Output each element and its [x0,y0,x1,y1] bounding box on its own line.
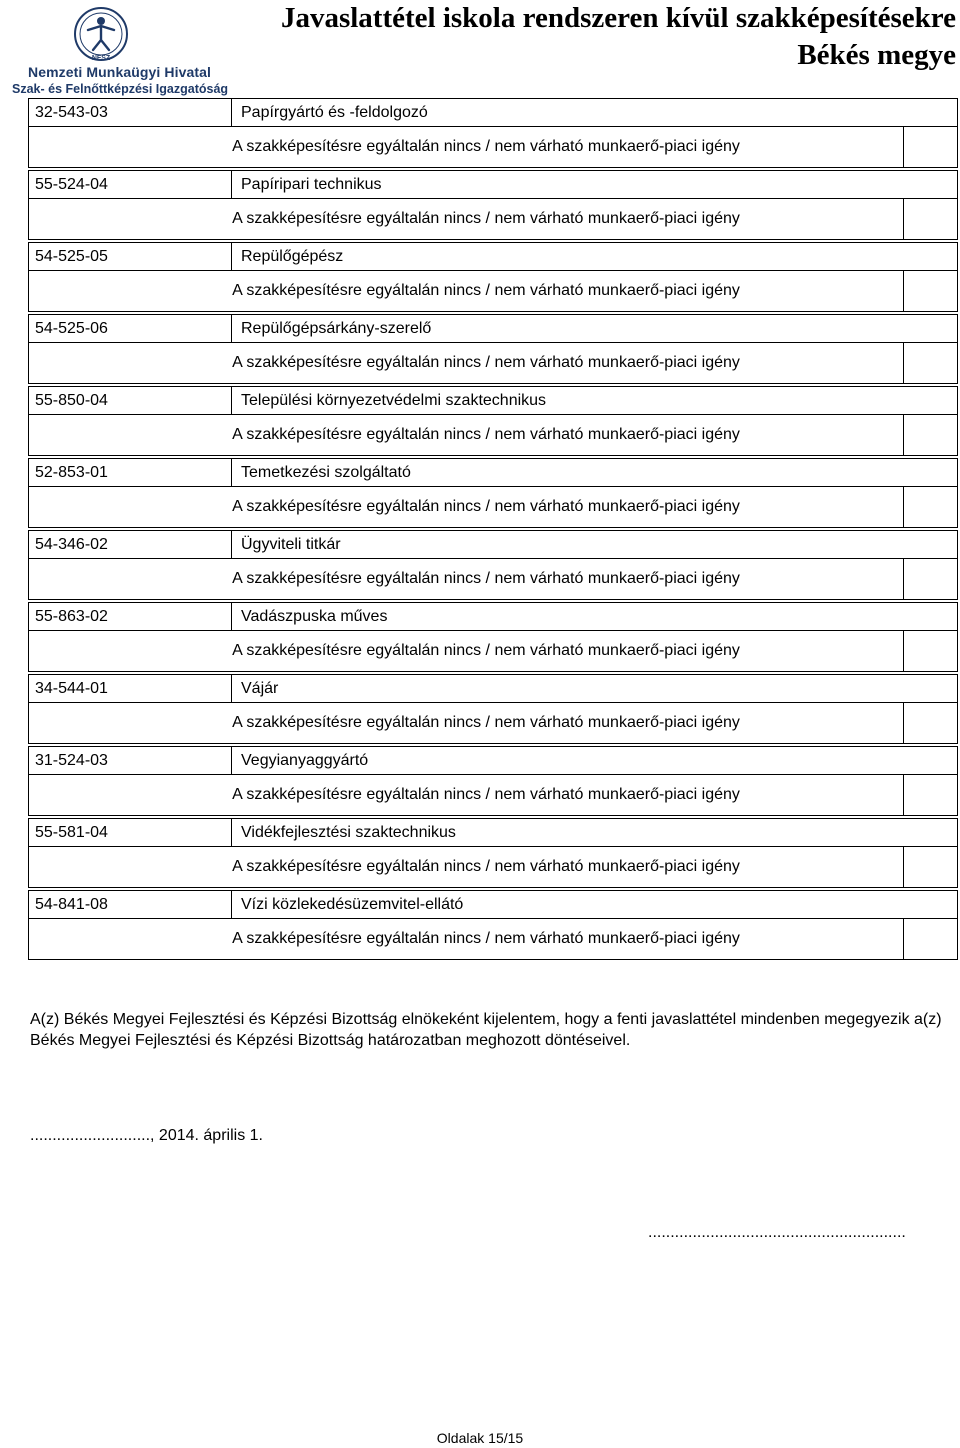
qualification-name: Ügyviteli titkár [231,530,958,559]
page-title-line2: Békés megye [797,39,956,71]
qualification-note: A szakképesítésre egyáltalán nincs / nem várható munkaerő-piaci igény [28,702,904,744]
empty-cell [903,486,958,528]
nfsz-logo [6,4,229,96]
empty-cell [903,558,958,600]
qualification-note: A szakképesítésre egyáltalán nincs / nem várható munkaerő-piaci igény [28,342,904,384]
empty-cell [903,918,958,960]
qualification-name: Repülőgépsárkány-szerelő [231,314,958,343]
date-line: ..........................., 2014. április 1. [30,1127,263,1144]
page-title [281,0,956,74]
empty-cell [903,702,958,744]
page-title-line1: Javaslattétel iskola rendszeren kívül szakképesítésekre [280,2,956,34]
empty-cell [903,270,958,312]
qualification-name: Vegyianyaggyártó [231,746,958,775]
empty-cell [903,774,958,816]
qualification-name: Települési környezetvédelmi szaktechnikus [231,386,958,415]
qualification-note: A szakképesítésre egyáltalán nincs / nem várható munkaerő-piaci igény [28,774,904,816]
declaration-text: A(z) Békés Megyei Fejlesztési és Képzési Bizottság elnökeként kijelentem, hogy a fenti javaslattétel mindenben megegyezik a(z) Békés Megyei Fejlesztési és Képzési Bizottság határozatban meghozott döntéseivel. [30,1011,942,1049]
logo-org-subtitle: Szak- és Felnőttképzési Igazgatóság [12,82,229,96]
qualification-note: A szakképesítésre egyáltalán nincs / nem várható munkaerő-piaci igény [28,630,904,672]
empty-cell [903,846,958,888]
qualification-code: 55-581-04 [28,818,232,847]
qualification-name: Vájár [231,674,958,703]
logo-org-name: Nemzeti Munkaügyi Hivatal [28,64,211,80]
qualification-name: Repülőgépész [231,242,958,271]
qualification-code: 55-850-04 [28,386,232,415]
qualification-code: 52-853-01 [28,458,232,487]
qualification-code: 32-543-03 [28,98,232,127]
nfsz-emblem-icon [66,4,136,66]
qualification-code: 54-525-06 [28,314,232,343]
empty-cell [903,126,958,168]
qualification-name: Temetkezési szolgáltató [231,458,958,487]
empty-cell [903,342,958,384]
qualification-note: A szakképesítésre egyáltalán nincs / nem várható munkaerő-piaci igény [28,558,904,600]
qualification-note: A szakképesítésre egyáltalán nincs / nem várható munkaerő-piaci igény [28,126,904,168]
empty-cell [903,630,958,672]
qualification-name: Vadászpuska műves [231,602,958,631]
qualification-name: Papíripari technikus [231,170,958,199]
qualification-note: A szakképesítésre egyáltalán nincs / nem várható munkaerő-piaci igény [28,414,904,456]
signature-line: .......................................................... [648,1224,906,1241]
qualification-note: A szakképesítésre egyáltalán nincs / nem várható munkaerő-piaci igény [28,198,904,240]
qualification-note: A szakképesítésre egyáltalán nincs / nem várható munkaerő-piaci igény [28,270,904,312]
qualification-note: A szakképesítésre egyáltalán nincs / nem várható munkaerő-piaci igény [28,846,904,888]
empty-cell [903,414,958,456]
qualification-name: Papírgyártó és -feldolgozó [231,98,958,127]
qualification-code: 55-524-04 [28,170,232,199]
qualification-code: 55-863-02 [28,602,232,631]
qualification-note: A szakképesítésre egyáltalán nincs / nem várható munkaerő-piaci igény [28,486,904,528]
page-footer: Oldalak 15/15 [436,1430,524,1446]
logo-abbrev: NFSZ [91,55,111,62]
qualification-code: 34-544-01 [28,674,232,703]
qualification-code: 31-524-03 [28,746,232,775]
empty-cell [903,198,958,240]
qualification-code: 54-525-05 [28,242,232,271]
qualification-name: Vidékfejlesztési szaktechnikus [231,818,958,847]
qualification-code: 54-841-08 [28,890,232,919]
qualification-note: A szakképesítésre egyáltalán nincs / nem várható munkaerő-piaci igény [28,918,904,960]
qualification-code: 54-346-02 [28,530,232,559]
qualification-name: Vízi közlekedésüzemvitel-ellátó [231,890,958,919]
